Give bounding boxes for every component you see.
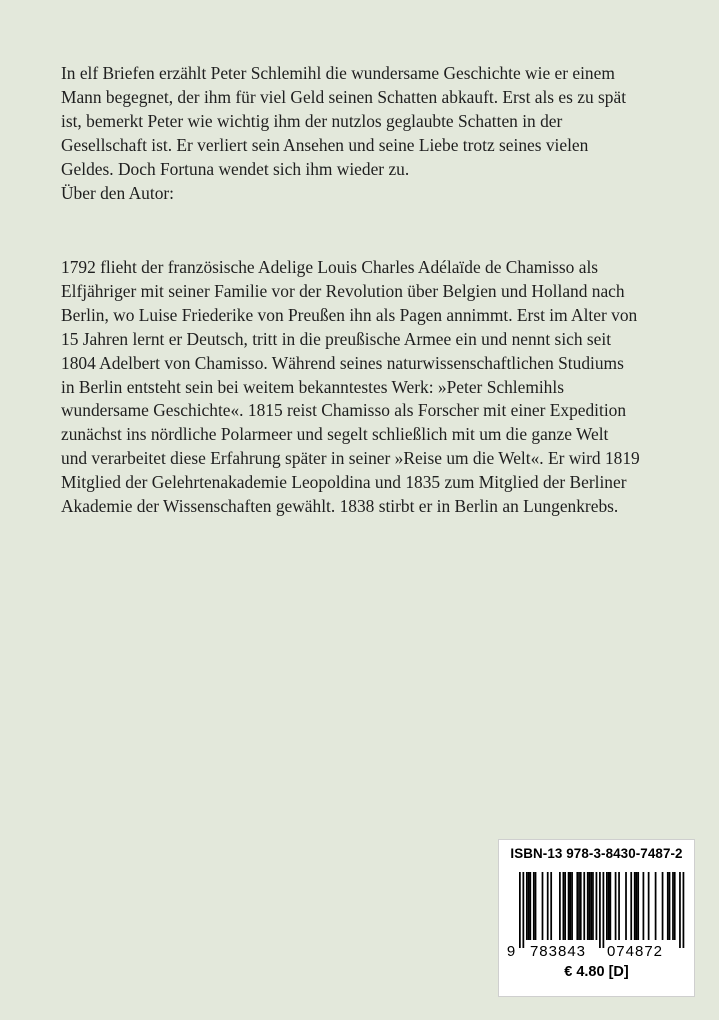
barcode-bar bbox=[547, 872, 549, 940]
barcode-bar bbox=[568, 872, 570, 940]
barcode-bar bbox=[526, 872, 528, 940]
barcode-bar bbox=[571, 872, 573, 940]
barcode-bar bbox=[655, 872, 657, 940]
blurb-line: Mann begegnet, der ihm für viel Geld seinen Schatten abkauft. Erst als es zu spät bbox=[61, 86, 627, 107]
barcode-bar bbox=[587, 872, 589, 940]
barcode-bar bbox=[592, 872, 594, 940]
barcode-bar bbox=[528, 872, 530, 940]
barcode-bar bbox=[583, 872, 585, 940]
barcode-bar bbox=[589, 872, 591, 940]
barcode-bar bbox=[576, 872, 578, 940]
barcode-bar bbox=[637, 872, 639, 940]
barcode-bar bbox=[662, 872, 664, 940]
bio-line: 1792 flieht der französische Adelige Louis Charles Adélaïde de Chamisso als bbox=[61, 257, 599, 277]
barcode-bar bbox=[672, 872, 674, 940]
bio-line: Elfjähriger mit seiner Familie vor der Revolution über Belgien und Holland nach bbox=[61, 280, 625, 301]
blurb-line: In elf Briefen erzählt Peter Schlemihl die wundersame Geschichte wie er einem bbox=[61, 63, 615, 83]
barcode-bar bbox=[683, 872, 685, 948]
barcode-bar bbox=[590, 872, 592, 940]
blurb-line: ist, bemerkt Peter wie wichtig ihm der nutzlos geglaubte Schatten in der bbox=[61, 110, 563, 131]
barcode-bar bbox=[580, 872, 582, 940]
bio-line: 15 Jahren lernt er Deutsch, tritt in die preußische Armee ein und nennt sich seit bbox=[61, 328, 612, 349]
barcode-bar bbox=[535, 872, 537, 940]
barcode-bar bbox=[608, 872, 610, 940]
barcode-image bbox=[507, 870, 687, 958]
barcode-bars bbox=[519, 872, 684, 948]
barcode-bar bbox=[669, 872, 671, 940]
barcode-bar bbox=[550, 872, 552, 940]
author-heading: Über den Autor: bbox=[61, 183, 175, 203]
barcode-bar bbox=[522, 872, 524, 948]
barcode-digits-right: 074872 bbox=[606, 943, 664, 958]
barcode-bar bbox=[615, 872, 617, 940]
barcode-bar bbox=[603, 872, 605, 948]
barcode-bar bbox=[564, 872, 566, 940]
blurb-line: Geldes. Doch Fortuna wendet sich ihm wieder zu. bbox=[61, 158, 410, 179]
blurb-text bbox=[61, 62, 681, 182]
barcode-bar bbox=[599, 872, 601, 948]
bio-line: Berlin, wo Luise Friederike von Preußen ihn als Pagen annimmt. Erst im Alter von bbox=[61, 304, 638, 325]
barcode-bar bbox=[618, 872, 620, 940]
bio-line: und verarbeitet diese Erfahrung später in seiner »Reise um die Welt«. Er wird 1819 bbox=[61, 448, 640, 469]
barcode-bar bbox=[529, 872, 531, 940]
barcode-bar bbox=[634, 872, 636, 940]
barcode-bar bbox=[630, 872, 632, 940]
barcode-bar bbox=[609, 872, 611, 940]
barcode-bar bbox=[674, 872, 676, 940]
barcode-bar bbox=[533, 872, 535, 940]
blurb-line: Gesellschaft ist. Er verliert sein Ansehen und seine Liebe trotz seines vielen bbox=[61, 134, 589, 155]
bio-line: wundersame Geschichte«. 1815 reist Chamisso als Forscher mit einer Expedition bbox=[61, 400, 627, 421]
barcode-bar bbox=[559, 872, 561, 940]
bio-line: zunächst ins nördliche Polarmeer und segelt schließlich mit um die ganze Welt bbox=[61, 424, 609, 445]
barcode-bar bbox=[563, 872, 565, 940]
barcode-digits-left: 783843 bbox=[529, 943, 587, 958]
bio-line: in Berlin entsteht sein bei weitem bekanntestes Werk: »Peter Schlemihls bbox=[61, 376, 564, 397]
barcode-bar bbox=[648, 872, 650, 940]
barcode-bar bbox=[625, 872, 627, 940]
barcode-box bbox=[498, 839, 695, 997]
barcode-bar bbox=[596, 872, 598, 940]
barcode-bar bbox=[667, 872, 669, 940]
bio-line: 1804 Adelbert von Chamisso. Während seines naturwissenschaftlichen Studiums bbox=[61, 352, 624, 373]
barcode-bar bbox=[679, 872, 681, 948]
bio-line: Mitglied der Gelehrtenakademie Leopoldina und 1835 zum Mitglied der Berliner bbox=[61, 472, 627, 493]
isbn-label: ISBN-13 978-3-8430-7487-2 bbox=[510, 846, 683, 861]
barcode-bar bbox=[519, 872, 521, 948]
barcode-bar bbox=[643, 872, 645, 940]
barcode-bar bbox=[606, 872, 608, 940]
bio-line: Akademie der Wissenschaften gewählt. 1838 stirbt er in Berlin an Lungenkrebs. bbox=[61, 496, 619, 517]
barcode-bar bbox=[569, 872, 571, 940]
barcode-bar bbox=[636, 872, 638, 940]
barcode-digit-first: 9 bbox=[507, 943, 516, 958]
author-bio-text bbox=[61, 256, 681, 519]
barcode-bar bbox=[542, 872, 544, 940]
price-label: € 4.80 [D] bbox=[564, 964, 629, 980]
barcode-bar bbox=[578, 872, 580, 940]
